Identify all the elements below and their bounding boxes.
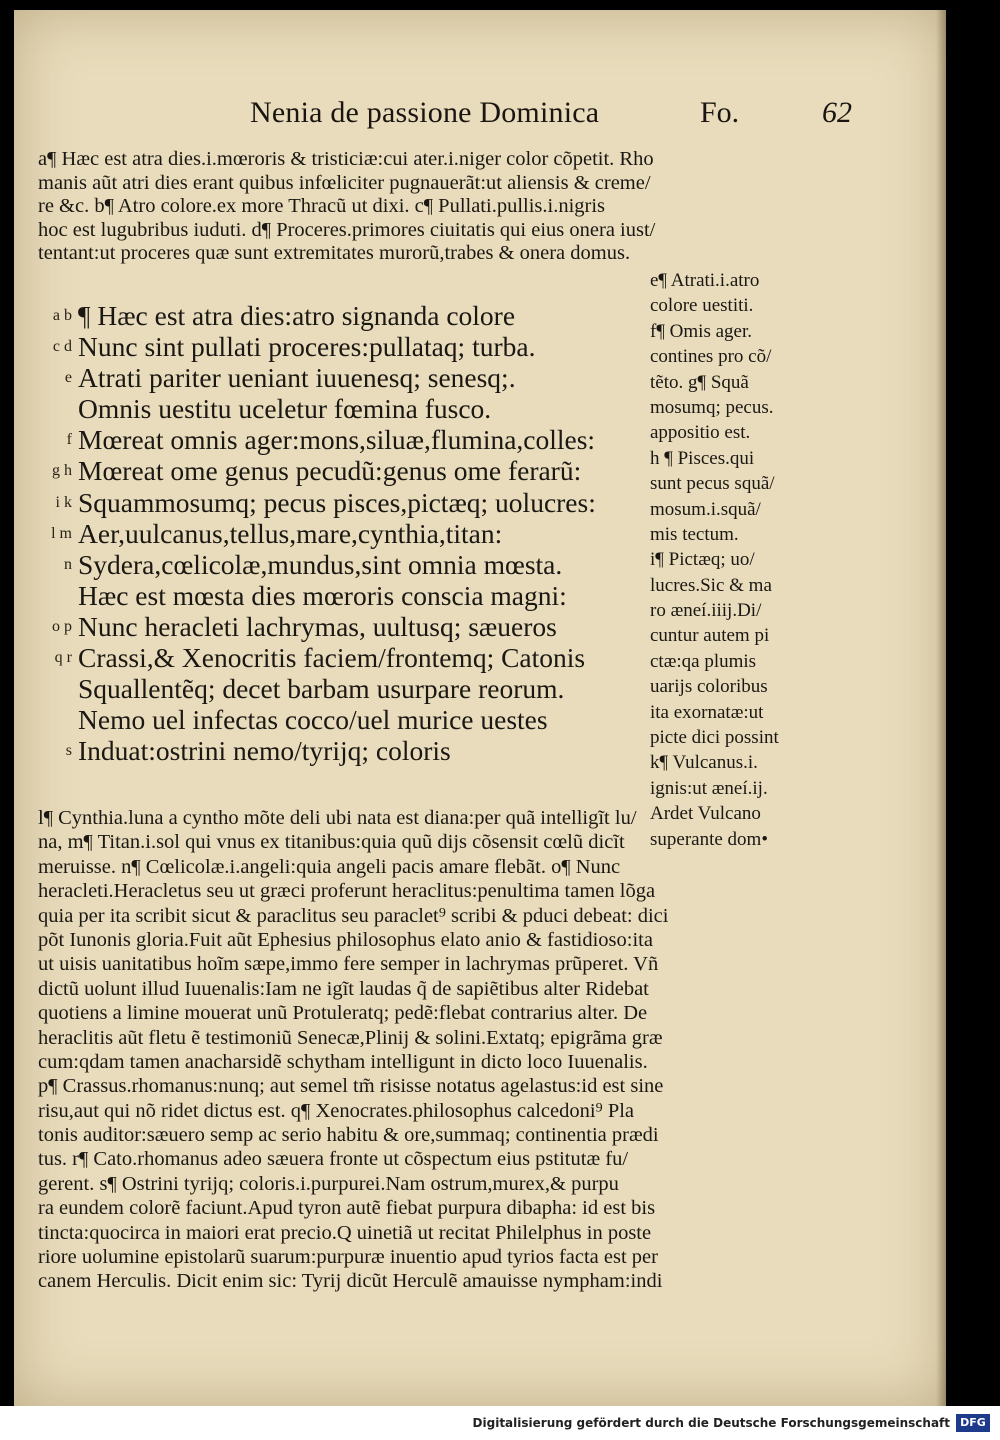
- side-note-line: f¶ Omis ager.: [650, 320, 753, 342]
- side-note-line: tẽto. g¶ Squã: [650, 371, 749, 393]
- side-note-line: mis tectum.: [650, 523, 739, 545]
- verse-marker: a b: [52, 307, 72, 324]
- verse-text: Mœreat ome genus pecudũ:genus ome ferarũ:: [78, 455, 582, 487]
- side-note-line: Ardet Vulcano: [650, 803, 761, 825]
- side-note-line: uarijs coloribus: [650, 676, 768, 698]
- commentary-line: heraclitis aũt fletu ẽ testimoniũ Senecæ,Plinij & solini.Extatq; epigrãma græ: [38, 1026, 663, 1049]
- commentary-line: l¶ Cynthia.luna a cyntho mõte deli ubi nata est diana:per quã intelligĩt lu/: [38, 807, 637, 829]
- side-note-line: i¶ Pictæq; uo/: [650, 549, 755, 571]
- side-note-line: sunt pecus squã/: [650, 473, 775, 495]
- verse-line: [38, 300, 652, 331]
- verse-text: Nunc heracleti lachrymas, uultusq; sæueros: [78, 610, 557, 642]
- commentary-line: na, m¶ Titan.i.sol qui vnus ex titanibus:quia quũ dijs cõsensit cœlũ dicĩt: [38, 831, 625, 854]
- side-note-line: ignis:ut æneí.ij.: [650, 777, 768, 799]
- poem-text: [38, 300, 652, 766]
- side-note-line: cuntur autem pi: [650, 625, 770, 647]
- commentary-line: põt Iunonis gloria.Fuit aũt Ephesius philosophus elato anio & fastidioso:ita: [38, 928, 653, 951]
- commentary-line: ra eundem colorẽ faciunt.Apud tyron autẽ fiebat purpura dibapha: id est bis: [38, 1197, 656, 1220]
- folio-number: 62: [822, 96, 852, 129]
- side-note-line: colore uestiti.: [650, 295, 754, 317]
- commentary-line: tus. r¶ Cato.rhomanus adeo sæuera fronte ut cõspectum eius pstitutæ fu/: [38, 1148, 629, 1171]
- commentary-line: quia per ita scribit sicut & paraclitus seu paraclet⁹ scribi & pduci debeat: dici: [38, 904, 669, 927]
- verse-line: [38, 393, 652, 424]
- commentary-line: tentant:ut proceres quæ sunt extremitates murorũ,trabes & onera domus.: [38, 242, 631, 264]
- commentary-line: canem Herculis. Dicit enim sic: Tyrij dicũt Herculẽ amauisse nympham:indi: [38, 1270, 663, 1293]
- side-commentary: [650, 268, 860, 852]
- verse-marker: l m: [51, 524, 72, 542]
- commentary-line: cum:qdam tamen anacharsidẽ schytham intelligunt in dicto loco Iuuenalis.: [38, 1050, 648, 1073]
- dfg-logo-icon: DFG: [956, 1414, 990, 1432]
- verse-line: [38, 549, 652, 580]
- commentary-line: tonis auditor:sæuero semp ac serio habitu & ore,summaq; continentia prædi: [38, 1124, 659, 1147]
- folio-label: Fo.: [700, 96, 740, 129]
- side-note-line: ita exornatæ:ut: [650, 701, 764, 723]
- verse-marker: i k: [55, 493, 72, 511]
- running-title: Nenia de passione Dominica: [250, 96, 600, 129]
- commentary-line: hoc est lugubribus iuduti. d¶ Proceres.primores ciuitatis qui eius onera iust/: [38, 218, 656, 241]
- verse-line: [38, 704, 652, 735]
- side-note-line: appositio est.: [650, 422, 751, 444]
- verse-line: [38, 487, 652, 518]
- page-header: [250, 96, 850, 140]
- commentary-line: heracleti.Heracletus seu ut græci proferunt heraclitus:penultima tamen lõga: [38, 880, 656, 903]
- top-commentary: [38, 148, 848, 266]
- side-note-line: mosum.i.squã/: [650, 498, 761, 520]
- commentary-line: quotiens a limine mouerat unũ Protuleratq; pedẽ:flebat contrarius alter. De: [38, 1002, 648, 1025]
- verse-text: Induat:ostrini nemo/tyrijq; coloris: [78, 735, 451, 767]
- side-note-line: e¶ Atrati.i.atro: [650, 270, 760, 291]
- verse-marker: f: [66, 431, 72, 449]
- verse-text: Nunc sint pullati proceres:pullataq; turba.: [78, 331, 536, 363]
- commentary-line: ut uisis uanitatibus hoĩm sæpe,immo fere semper in lachrymas prũperet. Vñ: [38, 953, 659, 976]
- verse-line: [38, 580, 652, 611]
- side-note-line: mosumq; pecus.: [650, 396, 774, 418]
- verse-text: Hæc est mœsta dies mœroris conscia magni:: [78, 579, 567, 611]
- commentary-line: re &c. b¶ Atro colore.ex more Thracũ ut dixi. c¶ Pullati.pullis.i.nigris: [38, 195, 606, 217]
- commentary-line: meruisse. n¶ Cœlicolæ.i.angeli:quia angeli pacis amare flebãt. o¶ Nunc: [38, 855, 621, 878]
- bottom-commentary: [38, 806, 848, 1294]
- commentary-line: a¶ Hæc est atra dies.i.mœroris & tristiciæ:cui ater.i.niger color cõpetit. Rho: [38, 148, 654, 170]
- verse-line: [38, 673, 652, 704]
- verse-text: Atrati pariter ueniant iuuenesq; senesq;.: [78, 362, 516, 394]
- funding-credit: Digitalisierung gefördert durch die Deutsche Forschungsgemeinschaft: [472, 1416, 950, 1430]
- verse-text: Crassi,& Xenocritis faciem/frontemq; Catonis: [78, 642, 586, 674]
- verse-text: Nemo uel infectas cocco/uel murice uestes: [78, 704, 548, 736]
- side-note-line: picte dici possint: [650, 727, 779, 749]
- side-note-line: ro æneí.iiij.Di/: [650, 600, 762, 622]
- commentary-line: p¶ Crassus.rhomanus:nunq; aut semel tm̃ risisse notatus agelastus:id est sine: [38, 1075, 664, 1098]
- verse-marker: g h: [52, 462, 72, 480]
- side-note-line: contines pro cõ/: [650, 346, 772, 368]
- verse-text: Aer,uulcanus,tellus,mare,cynthia,titan:: [78, 517, 503, 549]
- side-note-line: ctæ:qa plumis: [650, 650, 757, 672]
- verse-text: Omnis uestitu uceletur fœmina fusco.: [78, 393, 492, 425]
- verse-text: ¶ Hæc est atra dies:atro signanda colore: [78, 300, 516, 331]
- verse-line: [38, 642, 652, 673]
- side-note-line: superante dom•: [650, 828, 768, 850]
- side-note-line: k¶ Vulcanus.i.: [650, 752, 758, 774]
- commentary-line: riore uolumine epistolarũ suarum:purpuræ inuentio apud tyrios facta est per: [38, 1246, 658, 1269]
- commentary-line: dictũ uolunt illud Iuuenalis:Iam ne igĩt laudas q̃ de sapiẽtibus alter Ridebat: [38, 977, 649, 1000]
- verse-text: Squallentẽq; decet barbam usurpare reorum.: [78, 673, 565, 705]
- verse-line: [38, 362, 652, 393]
- verse-marker: e: [64, 369, 72, 387]
- verse-line: [38, 735, 652, 766]
- verse-text: Mœreat omnis ager:mons,siluæ,flumina,colles:: [78, 424, 596, 456]
- commentary-line: risu,aut qui nõ ridet dictus est. q¶ Xenocrates.philosophus calcedoni⁹ Pla: [38, 1099, 635, 1122]
- commentary-line: manis aũt atri dies erant quibus infœliciter pugnauerãt:ut aliensis & creme/: [38, 171, 651, 194]
- verse-line: [38, 518, 652, 549]
- side-note-line: h ¶ Pisces.qui: [650, 447, 755, 469]
- verse-marker: c d: [52, 338, 72, 356]
- verse-marker: s: [65, 742, 72, 760]
- side-note-line: lucres.Sic & ma: [650, 574, 772, 596]
- verse-line: [38, 424, 652, 455]
- verse-line: [38, 611, 652, 642]
- commentary-line: gerent. s¶ Ostrini tyrijq; coloris.i.purpurei.Nam ostrum,murex,& purpu: [38, 1172, 619, 1195]
- digitization-footer: [0, 1406, 1000, 1440]
- verse-line: [38, 455, 652, 486]
- verse-text: Sydera,cœlicolæ,mundus,sint omnia mœsta.: [78, 548, 563, 580]
- verse-line: [38, 331, 652, 362]
- verse-marker: o p: [52, 617, 72, 635]
- book-page: [14, 10, 946, 1406]
- verse-text: Squammosumq; pecus pisces,pictæq; uolucres:: [78, 486, 596, 518]
- verse-marker: n: [64, 555, 72, 573]
- verse-marker: q r: [54, 649, 72, 667]
- commentary-line: tincta:quocirca in maiori erat precio.Q uinetiã ut recitat Philelphus in poste: [38, 1221, 652, 1244]
